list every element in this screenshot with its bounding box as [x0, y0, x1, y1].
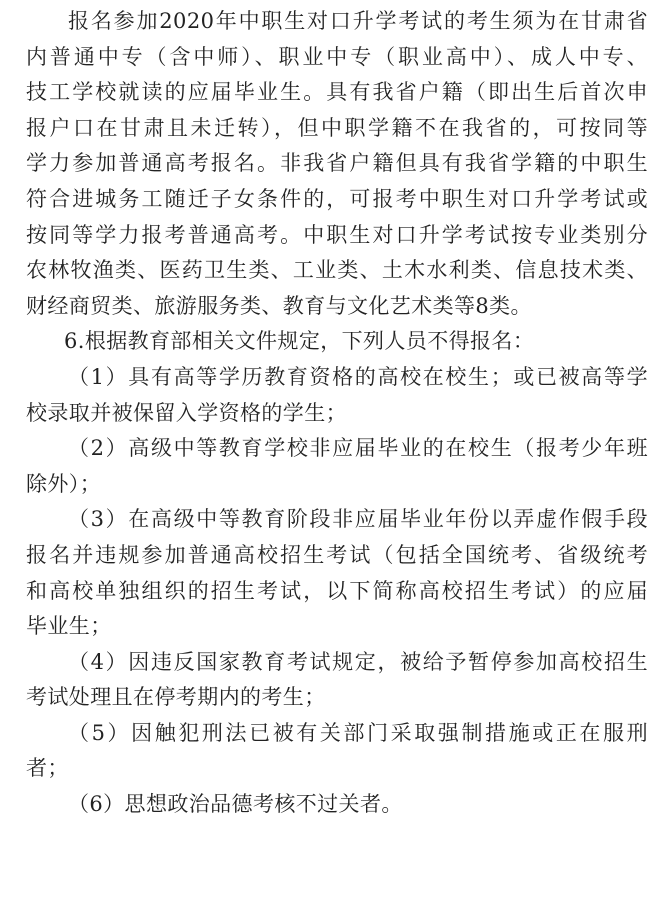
text-line: 技工学校就读的应届毕业生。具有我省户籍（即出生后首次申	[26, 80, 648, 105]
list-item-line: （1）具有高等学历教育资格的高校在校生；或已被高等学	[68, 364, 648, 389]
list-item-line: （4）因违反国家教育考试规定，被给予暂停参加高校招生	[68, 649, 648, 674]
text-line: 农林牧渔类、医药卫生类、工业类、土木水利类、信息技术类、	[26, 258, 648, 283]
text-line: 内普通中专（含中师）、职业中专（职业高中）、成人中专、	[26, 44, 648, 69]
text-line: 报名参加2020年中职生对口升学考试的考生须为在甘肃省	[68, 9, 648, 33]
list-item-line: （3）在高级中等教育阶段非应届毕业年份以弄虚作假手段	[68, 507, 648, 532]
text-line: 按同等学力报考普通高考。中职生对口升学考试按专业类别分	[26, 222, 648, 247]
list-item-line: 报名并违规参加普通高校招生考试（包括全国统考、省级统考	[26, 542, 648, 567]
list-item-line: 和高校单独组织的招生考试，以下简称高校招生考试）的应届	[26, 578, 648, 603]
section-heading: 6.根据教育部相关文件规定，下列人员不得报名：	[64, 329, 535, 354]
list-item-line: （2）高级中等教育学校非应届毕业的在校生（报考少年班	[68, 436, 648, 461]
text-line: 报户口在甘肃且未迁转），但中职学籍不在我省的，可按同等	[26, 115, 648, 140]
text-line: 符合进城务工随迁子女条件的，可报考中职生对口升学考试或	[26, 186, 648, 211]
text-line: 财经商贸类、旅游服务类、教育与文化艺术类等8类。	[26, 293, 532, 318]
list-item-line: 者；	[26, 756, 69, 781]
text-line: 学力参加普通高考报名。非我省户籍但具有我省学籍的中职生	[26, 151, 648, 176]
list-item-line: 校录取并被保留入学资格的学生；	[26, 400, 347, 425]
list-item-line: （5）因触犯刑法已被有关部门采取强制措施或正在服刑	[68, 720, 648, 745]
list-item-line: 毕业生；	[26, 614, 112, 639]
list-item-line: 考试处理且在停考期内的考生；	[26, 685, 326, 710]
list-item-line: 除外）；	[26, 471, 102, 496]
list-item-line: （6）思想政治品德考核不过关者。	[68, 792, 403, 817]
